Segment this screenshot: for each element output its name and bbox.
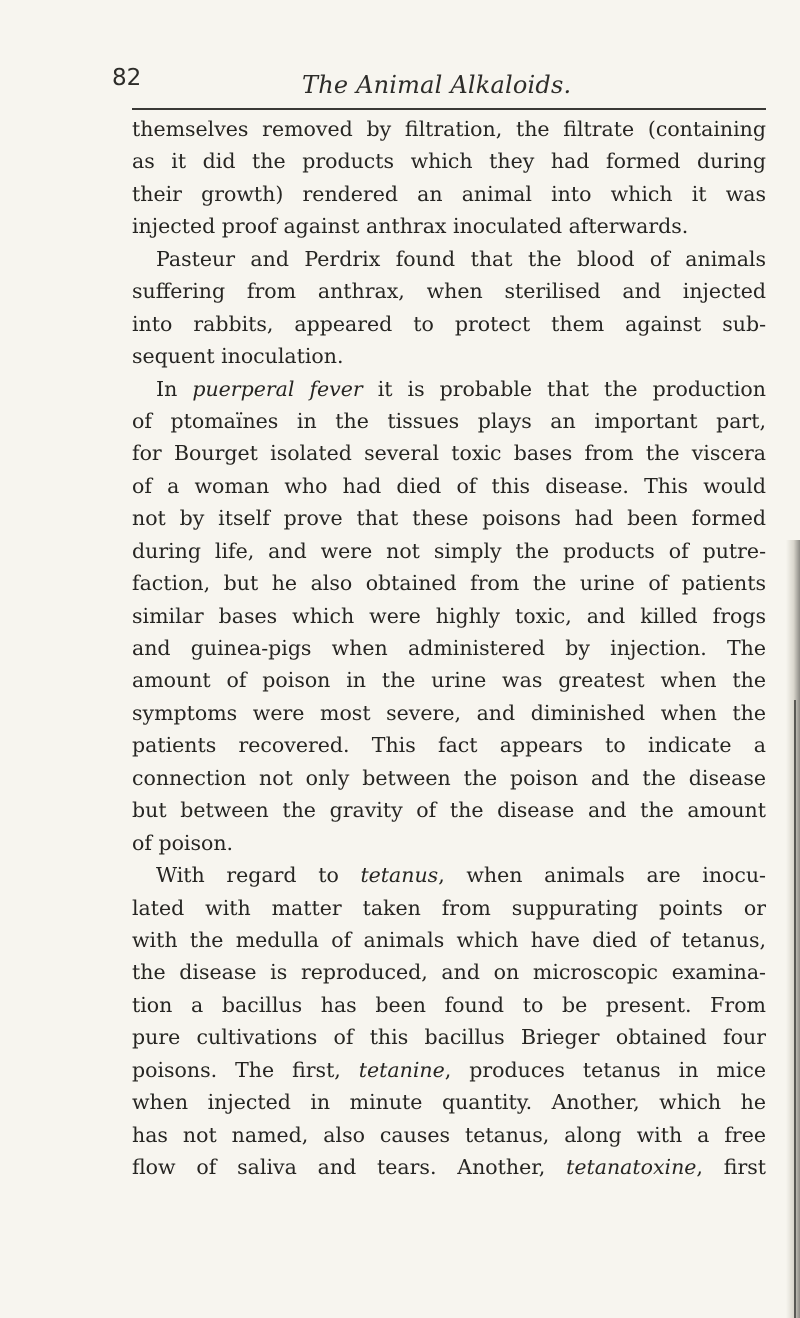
italic-term: puerperal fever xyxy=(192,376,363,401)
text-line: themselves removed by filtration, the filtrate (containing xyxy=(132,117,766,141)
text-line: and guinea-pigs when administered by injection. The xyxy=(132,636,766,660)
text-line: into rabbits, appeared to protect them against sub- xyxy=(132,311,766,336)
body-text xyxy=(132,113,766,1183)
text-line: faction, but he also obtained from the urine of patients xyxy=(132,571,766,596)
header-rule xyxy=(132,108,766,110)
text-line: not by itself prove that these poisons had been formed xyxy=(132,506,766,531)
text-line: of poison. xyxy=(132,830,234,855)
italic-term: tetanine xyxy=(358,1057,445,1082)
running-title: The Animal Alkaloids. xyxy=(302,71,572,99)
text-line: In puerperal fever it is probable that the production xyxy=(156,376,766,401)
text-line: when injected in minute quantity. Another, which he xyxy=(132,1090,766,1115)
text-line: as it did the products which they had formed during xyxy=(132,149,766,174)
text-line: but between the gravity of the disease and the amount xyxy=(132,798,766,823)
text-line: with the medulla of animals which have died of tetanus, xyxy=(132,927,766,952)
text-line: similar bases which were highly toxic, and killed frogs xyxy=(132,603,766,628)
text-line: has not named, also causes tetanus, along with a free xyxy=(132,1122,766,1147)
text-line: their growth) rendered an animal into which it was xyxy=(132,181,766,206)
page-number: 82 xyxy=(112,65,142,91)
text-line: connection not only between the poison and the disease xyxy=(132,765,766,790)
page-edge-shadow xyxy=(786,540,800,1318)
text-line: for Bourget isolated several toxic bases from the viscera xyxy=(132,441,766,466)
text-line: Pasteur and Perdrix found that the blood of animals xyxy=(156,246,766,271)
text-line: injected proof against anthrax inoculated afterwards. xyxy=(132,214,689,239)
text-line: the disease is reproduced, and on microscopic examina- xyxy=(132,960,766,985)
text-line: sequent inoculation. xyxy=(132,344,344,369)
text-line: of ptomaïnes in the tissues plays an important part, xyxy=(132,408,766,433)
text-line: With regard to tetanus, when animals are inocu- xyxy=(156,863,766,888)
italic-term: tetanus xyxy=(360,863,439,888)
text-line: poisons. The first, tetanine, produces tetanus in mice xyxy=(132,1057,766,1082)
text-line: flow of saliva and tears. Another, tetanatoxine, first xyxy=(132,1155,766,1179)
text-line: of a woman who had died of this disease. This would xyxy=(132,473,766,498)
text-line: amount of poison in the urine was greatest when the xyxy=(132,668,766,693)
text-line: patients recovered. This fact appears to indicate a xyxy=(132,733,766,758)
text-line: pure cultivations of this bacillus Brieger obtained four xyxy=(132,1025,766,1050)
page-edge-line xyxy=(794,700,796,1318)
text-line: suffering from anthrax, when sterilised and injected xyxy=(132,279,766,304)
text-line: tion a bacillus has been found to be present. From xyxy=(132,992,766,1017)
italic-term: tetanatoxine xyxy=(566,1155,697,1179)
text-line: lated with matter taken from suppurating points or xyxy=(132,895,766,920)
text-line: during life, and were not simply the products of putre- xyxy=(132,538,766,563)
text-line: symptoms were most severe, and diminished when the xyxy=(132,700,766,725)
